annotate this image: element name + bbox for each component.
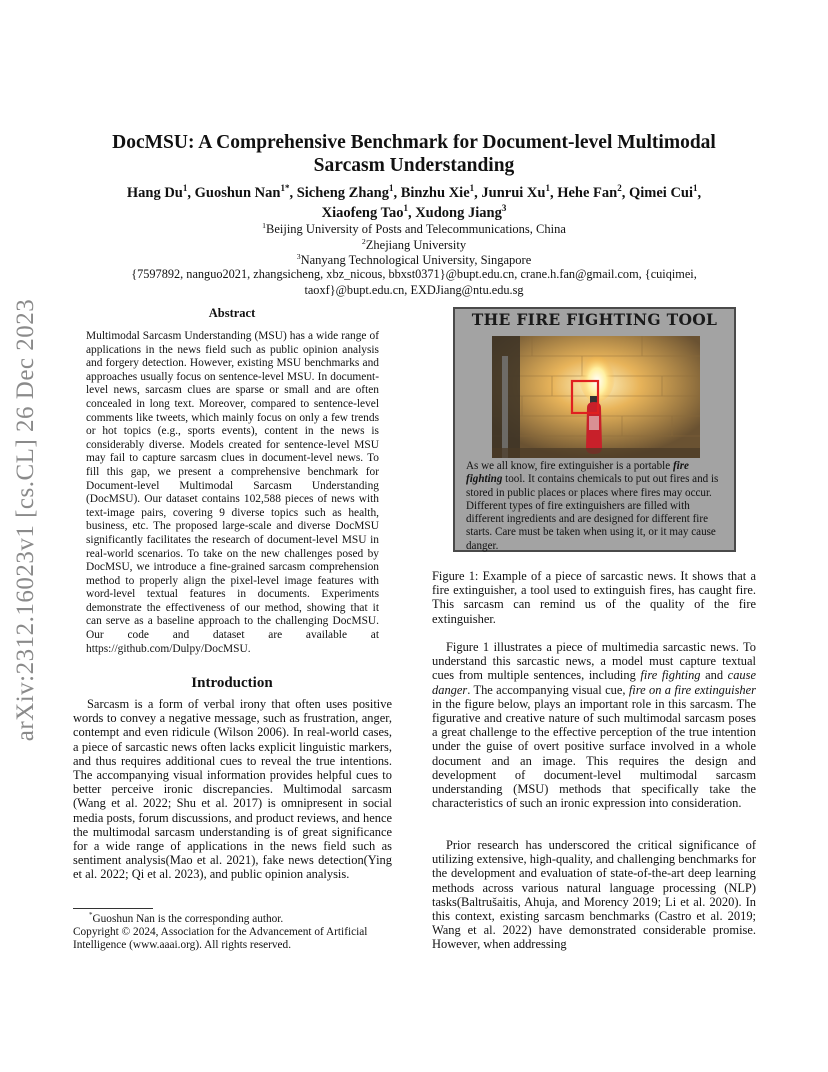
photo-illustration [492,336,700,458]
fire-extinguisher-photo [492,336,700,458]
paper-title: DocMSU: A Comprehensive Benchmark for Document-level Multimodal Sarcasm Understanding [112,132,716,176]
copyright-line: Copyright © 2024, Association for the Advancement of Artificial [73,926,368,939]
footnote-rule [73,908,153,909]
affiliation: $^2$Zhejiang University [361,236,467,252]
author: Guoshun Nan$^{1*}$, [194,183,297,201]
author-list [80,183,748,223]
author-emails: {7597892, nanguo2021, zhangsicheng, xbz_nicous, bbxst0371}@bupt.edu.cn, crane.h.fan@gmail.com, {cuiqimei, taoxf}@bupt.edu.cn, EXDJiang@ntu.edu.sg [131,267,697,297]
author: Xudong Jiang$^3$ [415,203,507,221]
arxiv-identifier-text: arXiv:2312.16023v1 [cs.CL] 26 Dec 2023 [12,298,39,742]
author: Xiaofeng Tao$^1$, [321,203,416,221]
copyright-line: Intelligence (www.aaai.org). All rights reserved. [73,939,292,952]
author: Junrui Xu$^1$, [481,183,558,201]
introduction-paragraph: Sarcasm is a form of verbal irony that often uses positive words to convey a negative message, such as frustration, anger, contempt and even ridicule (Wilson 2006). In real-world cases, a piece of sarcastic news often lacks explicit linguistic markers, and thus requires additional cues to reveal the true intentions. The accompanying visual information provides helpful cues to better perceive ironic discrepancies. Multimodal sarcasm (Wang et al. 2022; Shu et al. 2017) is omnipresent in social media posts, forum discussions, and product reviews, and hence the multimodal sarcasm understanding is of great significance for a wide range of applications in the news field such as sentiment analysis(Mao et al. 2021), fake news detection(Ying et al. 2022; Qi et al. 2023), and public opinion analysis. [73,697,392,882]
author: Binzhu Xie$^1$, [400,183,482,201]
body-paragraph: Prior research has underscored the critical significance of utilizing extensive, high-quality, and challenging benchmarks for the development and evaluation of state-of-the-art deep learning methods across various natural language processing (NLP) tasks(Baltrušaitis, Ahuja, and Morency 2019; Li et al. 2020). In this context, existing sarcasm benchmarks (Castro et al. 2019; Wang et al. 2022) have demonstrated considerable promise. However, when addressing [432,838,756,952]
introduction-heading: Introduction [191,675,273,691]
author: Hang Du$^1$, [126,183,195,201]
corresponding-author-footnote: *Guoshun Nan is the corresponding author. [89,911,284,925]
figure-news-text: As we all know, fire extinguisher is a portable fire fighting tool. It contains chemicals to put out fires and is stored in public places or places where fires may occur. Different types of fire extinguishers are filled with different ingredients and are designed for different fire starts. Care must be taken when using it, or it may cause danger. [466,460,719,552]
author: Sicheng Zhang$^1$, [296,183,401,201]
body-paragraph: Figure 1 illustrates a piece of multimedia sarcastic news. To understand this sarcastic news, a model must capture textual cues from multiple sentences, including fire fighting and cause danger. The accompanying visual cue, fire on a fire extinguisher in the figure below, plays an important role in this sarcasm. The figurative and creative nature of such multimodal sarcasm poses a great challenge to the effective perception of the true intention under the guise of overt positive surface involved in a whole document and an image. This requires the design and development of document-level multimodal sarcasm understanding (MSU) methods that specifically take the characteristics of such an ironic expression into consideration. [432,640,756,811]
abstract-text: Multimodal Sarcasm Understanding (MSU) has a wide range of applications in the news field such as public opinion analysis and forgery detection. However, existing MSU benchmarks and approaches usually focus on sentence-level MSU. In document-level news, sarcasm clues are sparse or small and are often concealed in long text. Moreover, compared to sentence-level comments like tweets, which mainly focus on only a few trends or hot topics (e.g., sports events), content in the news is considerably diverse. Models created for sentence-level MSU may fail to capture sarcasm clues in document-level news. To fill this gap, we present a comprehensive benchmark for Document-level Multimodal Sarcasm Understanding (DocMSU). Our dataset contains 102,588 pieces of news with text-image pairs, covering 9 diverse topics such as health, business, etc. The proposed large-scale and diverse DocMSU significantly facilitates the research of document-level MSU in real-world scenarios. To take on the new challenges posed by DocMSU, we introduce a fine-grained sarcasm comprehension method to properly align the pixel-level image features with word-level textual features in documents. Experiments demonstrate the effectiveness of our method, showing that it can serve as a baseline approach to the challenging DocMSU. Our code and dataset are available at https://github.com/Dulpy/DocMSU. [86,330,379,655]
figure-caption: Figure 1: Example of a piece of sarcastic news. It shows that a fire extinguisher, a tool used to extinguish fires, has caught fire. This sarcasm can remind us of the quality of the fire extinguisher. [432,569,756,626]
arxiv-identifier [2,285,50,755]
affiliations [80,222,748,269]
author: Hehe Fan$^2$, [557,183,629,201]
footnote-block [73,913,392,953]
abstract-heading: Abstract [208,306,256,320]
figure-panel-title: THE FIRE FIGHTING TOOL [471,310,718,329]
author: Qimei Cui$^1$, [628,183,702,201]
figure-1-panel [453,307,736,552]
affiliation: $^3$Nanyang Technological University, Singapore [296,251,532,267]
affiliation: $^1$Beijing University of Posts and Telecommunications, China [262,220,566,236]
